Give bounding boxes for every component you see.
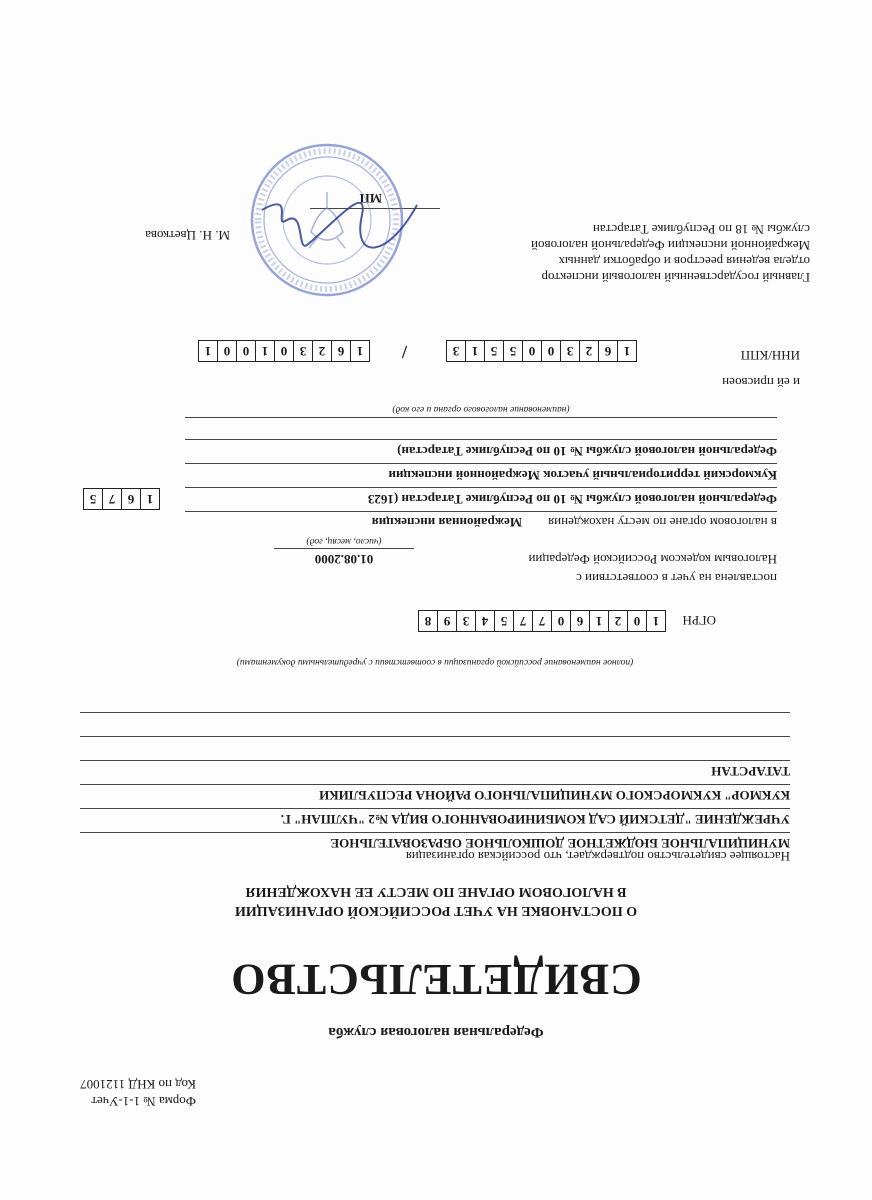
date-note: (число, месяц, год) <box>306 536 382 546</box>
inn-digit: 6 <box>598 341 617 361</box>
tax-authority-line: Федеральной налоговой службы № 10 по Республике Татарстан) <box>397 444 777 459</box>
registered-text: поставлена на учет в соответствии с <box>576 571 777 586</box>
tax-code-text: Налоговым кодексом Российской Федерации <box>528 552 777 567</box>
kpp-digit: 6 <box>331 341 350 361</box>
ogrn-boxes <box>418 610 666 632</box>
org-name-line: ТАТАРСТАН <box>80 760 790 785</box>
ogrn-digit: 1 <box>646 611 665 631</box>
form-number: Форма № 1-1-Учет <box>91 1094 196 1109</box>
ogrn-digit: 1 <box>589 611 608 631</box>
form-number-block <box>80 1076 196 1110</box>
inn-digit: 5 <box>503 341 522 361</box>
ogrn-digit: 2 <box>608 611 627 631</box>
ogrn-digit: 8 <box>424 614 432 629</box>
tax-code-digit: 6 <box>121 489 140 509</box>
ogrn-digit: 6 <box>570 611 589 631</box>
registration-date: 01.08.2000 <box>314 552 374 567</box>
ogrn-digit: 0 <box>551 611 570 631</box>
document-subtitle <box>100 882 772 920</box>
kpp-digit: 1 <box>350 341 369 361</box>
org-name-line: МУНИЦИПАЛЬНОЕ БЮДЖЕТНОЕ ДОШКОЛЬНОЕ ОБРАЗОВАТЕЛЬНОЕ <box>80 832 790 857</box>
tax-authority-code-boxes <box>83 488 160 510</box>
tax-authority-line: Федеральной налоговой службы № 10 по Республике Татарстан (1623 <box>367 492 777 507</box>
signer-position-line: Главный государственный налоговый инспектор <box>541 270 810 285</box>
inn-digit: 3 <box>560 341 579 361</box>
kpp-digit: 2 <box>312 341 331 361</box>
signer-position <box>531 221 810 285</box>
tax-code-digit: 7 <box>102 489 121 509</box>
org-name-note: (полное наименование российской организации в соответствии с учредительными документами) <box>236 657 634 667</box>
tax-authority-underline <box>185 439 777 440</box>
ogrn-label: ОГРН <box>682 613 716 628</box>
tax-code-digit: 1 <box>140 489 159 509</box>
inn-digit: 1 <box>465 341 484 361</box>
tax-authority-underline <box>185 463 777 464</box>
signer-position-line: Межрайонной инспекции Федеральной налоговой <box>531 238 810 253</box>
inn-digit: 3 <box>452 344 460 359</box>
tax-authority-underline <box>185 487 777 488</box>
tax-authority-note: (наименование налогового органа и его код) <box>392 404 570 414</box>
inn-digit: 0 <box>541 341 560 361</box>
ministry-name: Федеральная налоговая служба <box>328 1024 544 1040</box>
inn-digit: 1 <box>617 341 636 361</box>
document-title: СВИДЕТЕЛЬСТВО <box>230 955 642 1004</box>
org-name-line: КУКМОР" КУКМОРСКОГО МУНИЦИПАЛЬНОГО РАЙОНА РЕСПУБЛИКИ <box>80 784 790 809</box>
ogrn-digit: 5 <box>494 611 513 631</box>
knd-code: Код по КНД 1121007 <box>80 1077 196 1092</box>
signer-position-line: отдела ведения реестров и обработки данных <box>558 254 810 269</box>
subtitle-line: О ПОСТАНОВКЕ НА УЧЕТ РОССИЙСКОЙ ОРГАНИЗАЦИИ <box>234 903 638 918</box>
inn-digit: 2 <box>579 341 598 361</box>
kpp-digit: 1 <box>204 344 212 359</box>
org-name-line <box>80 712 790 737</box>
seal-label: МП <box>359 191 382 206</box>
kpp-boxes <box>198 340 370 362</box>
kpp-digit: 0 <box>236 341 255 361</box>
inn-boxes <box>446 340 637 362</box>
signer-name: М. Н. Цветкова <box>145 228 230 243</box>
subtitle-line: В НАЛОГОВОМ ОРГАНЕ ПО МЕСТУ ЕЕ НАХОЖДЕНИЯ <box>245 884 627 899</box>
org-name-line <box>80 736 790 761</box>
org-name-line: УЧРЕЖДЕНИЕ "ДЕТСКИЙ САД КОМБИНИРОВАННОГО ВИДА №2 "ЧУЛПАН" Г. <box>80 808 790 833</box>
ogrn-digit: 7 <box>532 611 551 631</box>
tax-authority-intro: в налоговом органе по месту нахождения <box>548 515 777 530</box>
kpp-digit: 0 <box>217 341 236 361</box>
tax-authority-line: Межрайонная инспекция <box>371 515 522 530</box>
inn-kpp-separator: / <box>401 342 407 362</box>
assigned-text: и ей присвоен <box>722 375 800 390</box>
ogrn-digit: 3 <box>456 611 475 631</box>
official-seal-icon <box>217 135 447 300</box>
date-underline <box>274 548 414 549</box>
tax-authority-line: Кукморский территориальный участок Межрайонной инспекции <box>388 468 777 483</box>
tax-authority-underline <box>185 511 777 512</box>
ogrn-digit: 9 <box>437 611 456 631</box>
inn-digit: 5 <box>484 341 503 361</box>
inn-kpp-label: ИНН/КПП <box>740 348 800 363</box>
intro-text: Настоящее свидетельство подтверждает, что российская организация <box>405 849 790 864</box>
tax-authority-underline <box>185 417 777 418</box>
ogrn-digit: 7 <box>513 611 532 631</box>
signer-position-line: службы № 18 по Республике Татарстан <box>592 222 810 237</box>
inn-digit: 0 <box>522 341 541 361</box>
kpp-digit: 1 <box>255 341 274 361</box>
ogrn-digit: 4 <box>475 611 494 631</box>
kpp-digit: 0 <box>274 341 293 361</box>
kpp-digit: 3 <box>293 341 312 361</box>
ogrn-digit: 0 <box>627 611 646 631</box>
tax-code-digit: 5 <box>89 492 97 507</box>
